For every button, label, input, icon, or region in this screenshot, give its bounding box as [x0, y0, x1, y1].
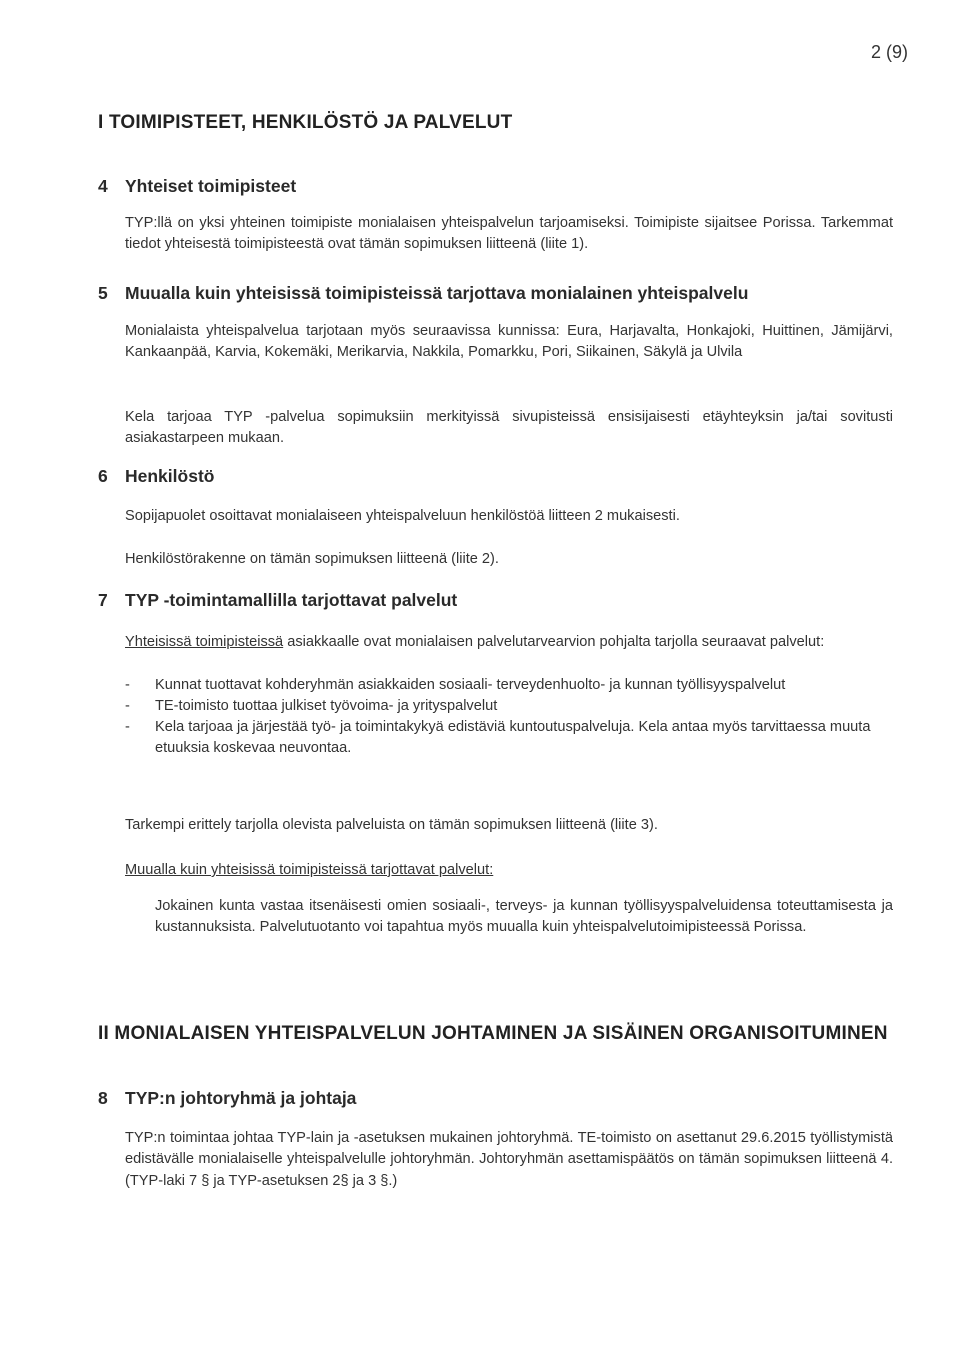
section-7-heading: [98, 590, 457, 611]
section-6-heading: [98, 466, 214, 487]
list-item: - TE-toimisto tuottaa julkiset työvoima- ja yrityspalvelut: [125, 698, 498, 714]
section-7-detail: Tarkempi erittely tarjolla olevista palveluista on tämän sopimuksen liitteenä (liite 3).: [125, 817, 658, 833]
section-8-number: 8: [98, 1088, 108, 1108]
section-5-heading: [98, 283, 748, 304]
section-7-number: 7: [98, 590, 108, 610]
elsewhere-text: Jokainen kunta vastaa itsenäisesti omien sosiaali-, terveys- ja kunnan työllisyyspalveluidensa toteuttamisesta ja kustannuksista. Palvelutuotanto voi tapahtua myös muualla kuin yhteispalvelutoimipisteessä Porissa.: [155, 898, 893, 936]
section-8-text: TYP:n toimintaa johtaa TYP-lain ja -asetuksen mukainen johtoryhmä. TE-toimisto on asettanut 29.6.2015 työllistymistä edistävälle monialaiselle yhteispalvelulle johtoryhmän. Johtoryhmän asettamispäätös on tämän sopimuksen liitteenä 4. (TYP-laki 7 § ja TYP-asetuksen 2§ ja 3 §.): [125, 1130, 893, 1189]
section-8-title: TYP:n johtoryhmä ja johtaja: [125, 1088, 357, 1108]
section-4-text: TYP:llä on yksi yhteinen toimipiste monialaisen yhteispalvelun tarjoamiseksi. Toimipiste sijaitsee Porissa. Tarkemmat tiedot yhteisestä toimipisteestä ovat tämän sopimuksen liitteenä (liite 1).: [125, 215, 893, 253]
section-4-title: Yhteiset toimipisteet: [125, 176, 297, 196]
section-7-intro-rest: asiakkaalle ovat monialaisen palvelutarvearvion pohjalta tarjolla seuraavat palvelut:: [283, 634, 825, 650]
section-4-number: 4: [98, 176, 108, 196]
section-7-title: TYP -toimintamallilla tarjottavat palvelut: [125, 590, 458, 610]
section-7-intro: [125, 632, 893, 653]
section-5-paragraph-2: Kela tarjoaa TYP -palvelua sopimuksiin merkityissä sivupisteissä ensisijaisesti etäyhteyksin ja/tai sovitusti asiakastarpeen mukaan.: [125, 409, 893, 447]
elsewhere-heading: Muualla kuin yhteisissä toimipisteissä tarjottavat palvelut:: [125, 862, 494, 878]
section-4-heading: [98, 176, 296, 197]
part-2-title: II MONIALAISEN YHTEISPALVELUN JOHTAMINEN JA SISÄINEN ORGANISOITUMINEN: [98, 1023, 888, 1044]
section-8-heading: [98, 1088, 356, 1109]
list-item: - Kela tarjoaa ja järjestää työ- ja toimintakykyä edistäviä kuntoutuspalveluja. Kela antaa myös tarvittaessa muuta etuuksia koskevaa neuvontaa.: [125, 719, 871, 756]
page-number: 2 (9): [870, 42, 908, 62]
section-6-paragraph-2: Henkilöstörakenne on tämän sopimuksen liitteenä (liite 2).: [125, 551, 499, 567]
section-6-paragraph-1: Sopijapuolet osoittavat monialaiseen yhteispalveluun henkilöstöä liitteen 2 mukaisesti.: [125, 508, 680, 524]
list-item: - Kunnat tuottavat kohderyhmän asiakkaiden sosiaali- terveydenhuolto- ja kunnan työllisyyspalvelut: [125, 677, 786, 693]
section-5-title: Muualla kuin yhteisissä toimipisteissä tarjottava monialainen yhteispalvelu: [125, 283, 749, 303]
section-5-paragraph-1: Monialaista yhteispalvelua tarjotaan myös seuraavissa kunnissa: Eura, Harjavalta, Honkajoki, Huittinen, Jämijärvi, Kankaanpää, Karvia, Kokemäki, Merikarvia, Nakkila, Pomarkku, Pori, Siikainen, Säkylä ja Ulvila: [125, 323, 893, 361]
section-5-number: 5: [98, 283, 108, 303]
section-6-number: 6: [98, 466, 108, 486]
services-list: [125, 675, 893, 759]
section-7-intro-underlined: Yhteisissä toimipisteissä: [125, 634, 284, 650]
part-1-title: I TOIMIPISTEET, HENKILÖSTÖ JA PALVELUT: [98, 112, 513, 133]
section-6-title: Henkilöstö: [125, 466, 215, 486]
